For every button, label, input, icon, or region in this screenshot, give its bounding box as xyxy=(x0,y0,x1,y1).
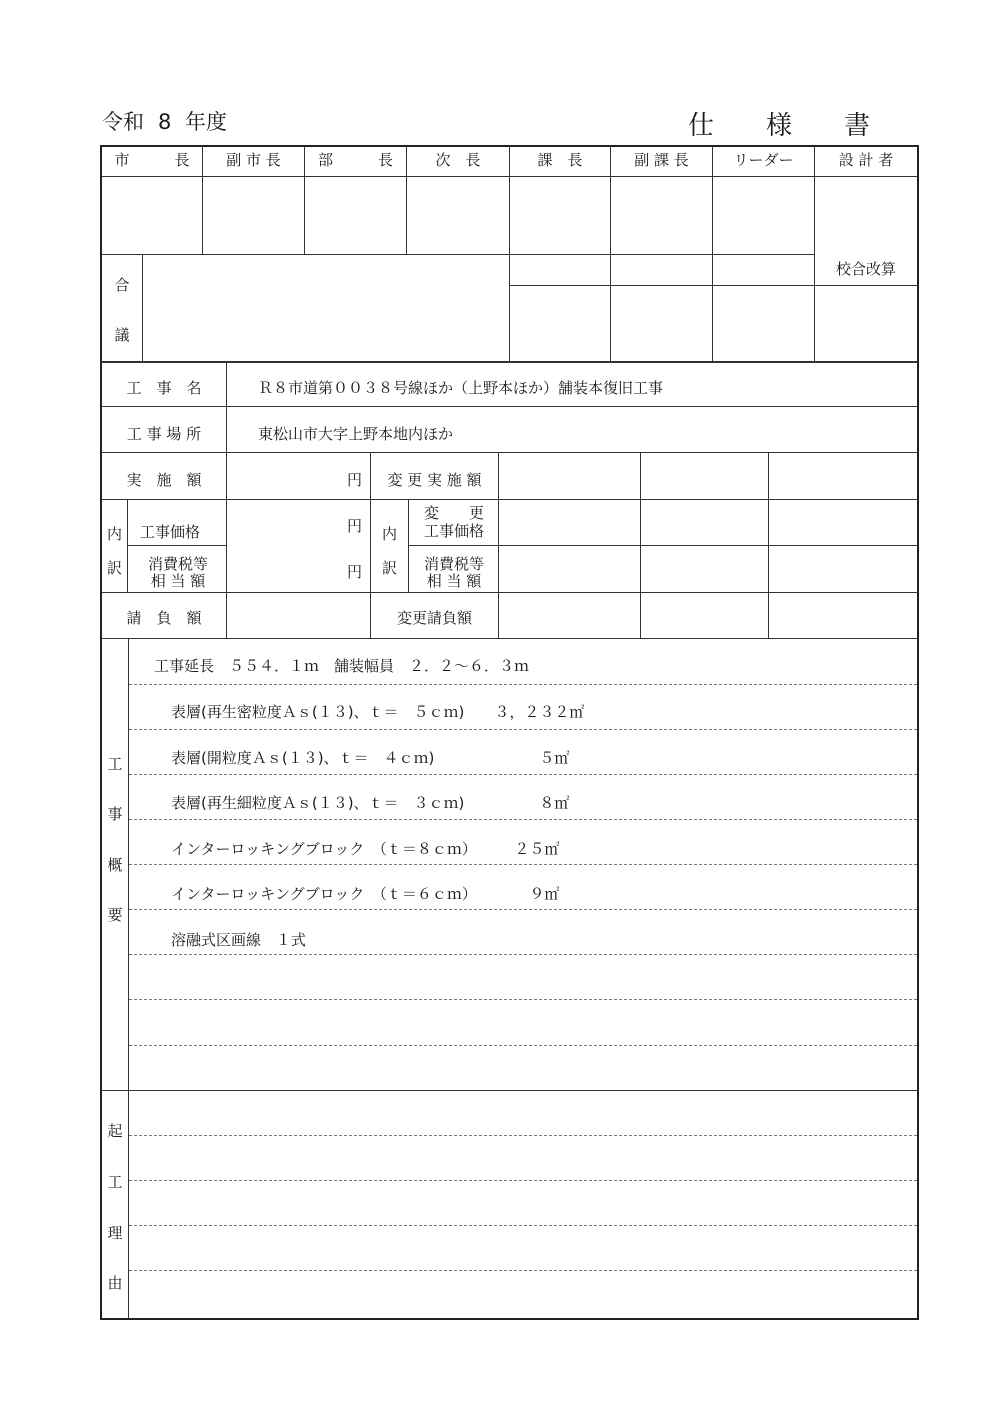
consult-char-2: 議 xyxy=(114,326,130,344)
overview-line-4: 表層(再生細粒度Ａｓ(１３)、ｔ＝ ３ｃｍ) ８㎡ xyxy=(171,794,570,812)
project-place-value: 東松山市大字上野本地内ほか xyxy=(258,425,454,443)
overview-line-3: 表層(開粒度Ａｓ(１３)、ｔ＝ ４ｃｍ) ５㎡ xyxy=(171,749,570,767)
reason-char-1: 起 xyxy=(107,1122,123,1140)
tax-label-line2: 相 当 額 xyxy=(150,572,206,590)
cost-yen: 円 xyxy=(347,517,363,535)
overview-char-2: 事 xyxy=(107,805,123,823)
change-tax-label-line1: 消費税等 xyxy=(423,555,484,573)
change-impl-amount-label: 変 更 実 施 額 xyxy=(387,471,482,489)
project-place-label: 工 事 場 所 xyxy=(126,425,202,443)
change-cost-label-line2: 工事価格 xyxy=(423,522,484,540)
fiscal-year-label: 年度 xyxy=(185,110,227,134)
breakdown-char-2: 訳 xyxy=(106,559,122,577)
project-name-value: Ｒ８市道第００３８号線ほか（上野本ほか）舗装本復旧工事 xyxy=(258,379,664,397)
change-contract-amount-label: 変更請負額 xyxy=(396,609,472,627)
overview-char-3: 概 xyxy=(107,856,123,874)
cost-label: 工事価格 xyxy=(140,523,201,541)
overview-line-5: インターロッキングブロック （ｔ＝８ｃｍ） ２５㎡ xyxy=(171,840,560,858)
project-name-label: 工 事 名 xyxy=(126,379,202,397)
year-value: 8 xyxy=(158,110,172,134)
reason-char-4: 由 xyxy=(107,1274,123,1292)
change-tax-label-line2: 相 当 額 xyxy=(426,572,482,590)
consult-char-1: 合 xyxy=(114,276,130,294)
reason-char-2: 工 xyxy=(107,1173,123,1191)
role-leader: リーダー xyxy=(733,151,794,169)
check-label: 校合改算 xyxy=(835,260,896,278)
breakdown-char-1: 内 xyxy=(106,525,122,543)
change-cost-label-line1: 変 更 xyxy=(423,504,484,522)
overview-line-6: インターロッキングブロック （ｔ＝６ｃｍ） ９㎡ xyxy=(171,885,560,903)
document-title: 仕 様 書 xyxy=(688,111,871,141)
role-deputy-mayor: 副 市 長 xyxy=(226,151,281,169)
breakdown-char-4: 訳 xyxy=(381,559,397,577)
role-director: 部 長 xyxy=(317,151,393,169)
impl-amount-label: 実 施 額 xyxy=(126,471,202,489)
tax-label-line1: 消費税等 xyxy=(147,555,208,573)
overview-line-2: 表層(再生密粒度Ａｓ(１３)、ｔ＝ ５ｃｍ) ３，２３２㎡ xyxy=(171,703,585,721)
era-label: 令和 xyxy=(102,110,144,134)
role-deputy-section-chief: 副 課 長 xyxy=(634,151,689,169)
role-designer: 設 計 者 xyxy=(838,151,894,169)
role-section-chief: 課 長 xyxy=(537,151,583,169)
reason-char-3: 理 xyxy=(107,1224,123,1242)
overview-line-7: 溶融式区画線 １式 xyxy=(171,931,307,949)
role-mayor: 市 長 xyxy=(114,151,190,169)
overview-char-1: 工 xyxy=(107,755,123,773)
tax-yen: 円 xyxy=(347,563,363,581)
overview-char-4: 要 xyxy=(107,906,123,924)
impl-amount-yen: 円 xyxy=(347,471,363,489)
overview-line-1: 工事延長 ５５４．１ｍ 舗装幅員 ２．２～６．３ｍ xyxy=(154,657,530,675)
contract-amount-label: 請 負 額 xyxy=(126,609,202,627)
breakdown-char-3: 内 xyxy=(381,525,397,543)
role-deputy-director: 次 長 xyxy=(435,151,481,169)
